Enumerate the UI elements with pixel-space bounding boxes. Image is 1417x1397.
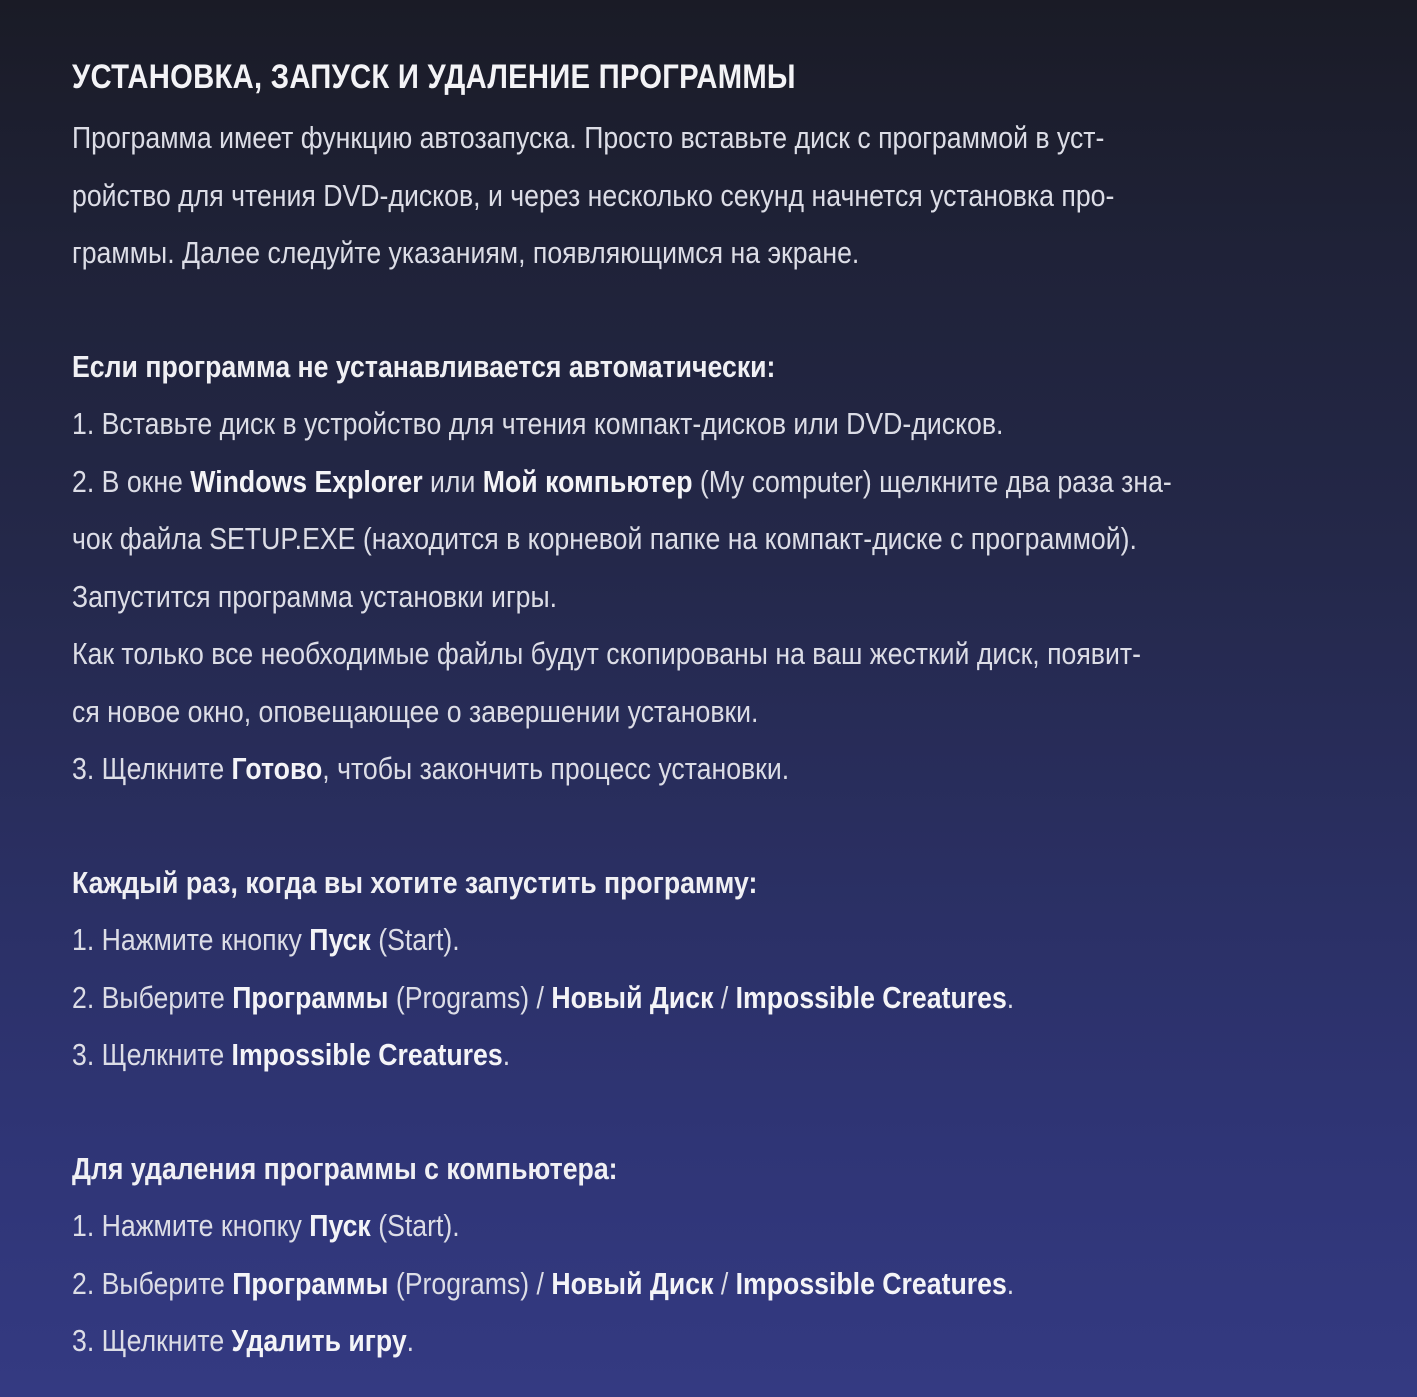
uninstall-section xyxy=(72,1140,1190,1370)
intro-line: Программа имеет функцию автозапуска. Просто вставьте диск с программой в уст- xyxy=(72,120,1105,155)
uninstall-game-label: Удалить игру xyxy=(231,1323,407,1358)
start-label: Пуск xyxy=(309,1208,371,1243)
new-disk-label: Новый Диск xyxy=(551,979,714,1015)
launch-step-1: 1. Нажмите кнопку Пуск (Start). xyxy=(72,922,460,957)
programs-label: Программы xyxy=(232,979,389,1015)
launch-section xyxy=(72,854,1190,1084)
done-label: Готово xyxy=(231,751,323,786)
install-section xyxy=(72,338,1190,798)
page-title: УСТАНОВКА, ЗАПУСК И УДАЛЕНИЕ ПРОГРАММЫ xyxy=(72,58,796,96)
uninstall-step-1: 1. Нажмите кнопку Пуск (Start). xyxy=(72,1208,460,1243)
uninstall-heading: Для удаления программы с компьютера: xyxy=(72,1150,618,1186)
install-step-1: 1. Вставьте диск в устройство для чтения компакт-дисков или DVD-дисков. xyxy=(72,406,1004,441)
install-note-line-1: Как только все необходимые файлы будут скопированы на ваш жесткий диск, появит- xyxy=(72,636,1141,671)
section-gap xyxy=(72,798,1372,854)
programs-label: Программы xyxy=(232,1265,389,1301)
install-step-3: 3. Щелкните Готово, чтобы закончить процесс установки. xyxy=(72,751,790,786)
windows-explorer-label: Windows Explorer xyxy=(190,463,423,499)
document-page xyxy=(72,58,1372,1370)
intro-line: ройство для чтения DVD-дисков, и через несколько секунд начнется установка про- xyxy=(72,177,1115,213)
launch-step-3: 3. Щелкните Impossible Creatures. xyxy=(72,1037,511,1072)
start-label: Пуск xyxy=(309,922,371,957)
my-computer-label: Мой компьютер xyxy=(482,463,693,499)
install-step-2-line-2: чок файла SETUP.EXE (находится в корневой папке на компакт-диске с программой). xyxy=(72,521,1137,556)
section-gap xyxy=(72,282,1372,338)
intro-paragraph xyxy=(72,109,1190,282)
launch-heading: Каждый раз, когда вы хотите запустить программу: xyxy=(72,864,758,900)
install-heading: Если программа не устанавливается автоматически: xyxy=(72,348,776,384)
install-step-2-line-3: Запустится программа установки игры. xyxy=(72,578,558,614)
install-step-2: 2. В окне Windows Explorer или Мой компьютер (My computer) щелкните два раза зна- xyxy=(72,463,1172,499)
uninstall-step-2: 2. Выберите Программы (Programs) / Новый Диск / Impossible Creatures. xyxy=(72,1265,1015,1301)
uninstall-step-3: 3. Щелкните Удалить игру. xyxy=(72,1323,415,1358)
intro-line: граммы. Далее следуйте указаниям, появляющимся на экране. xyxy=(72,235,860,270)
new-disk-label: Новый Диск xyxy=(551,1265,714,1301)
launch-step-2: 2. Выберите Программы (Programs) / Новый Диск / Impossible Creatures. xyxy=(72,979,1015,1015)
section-gap xyxy=(72,1084,1372,1140)
impossible-creatures-label: Impossible Creatures xyxy=(231,1037,503,1072)
impossible-creatures-label: Impossible Creatures xyxy=(735,1265,1007,1301)
impossible-creatures-label: Impossible Creatures xyxy=(735,979,1007,1015)
install-note-line-2: ся новое окно, оповещающее о завершении установки. xyxy=(72,693,759,729)
